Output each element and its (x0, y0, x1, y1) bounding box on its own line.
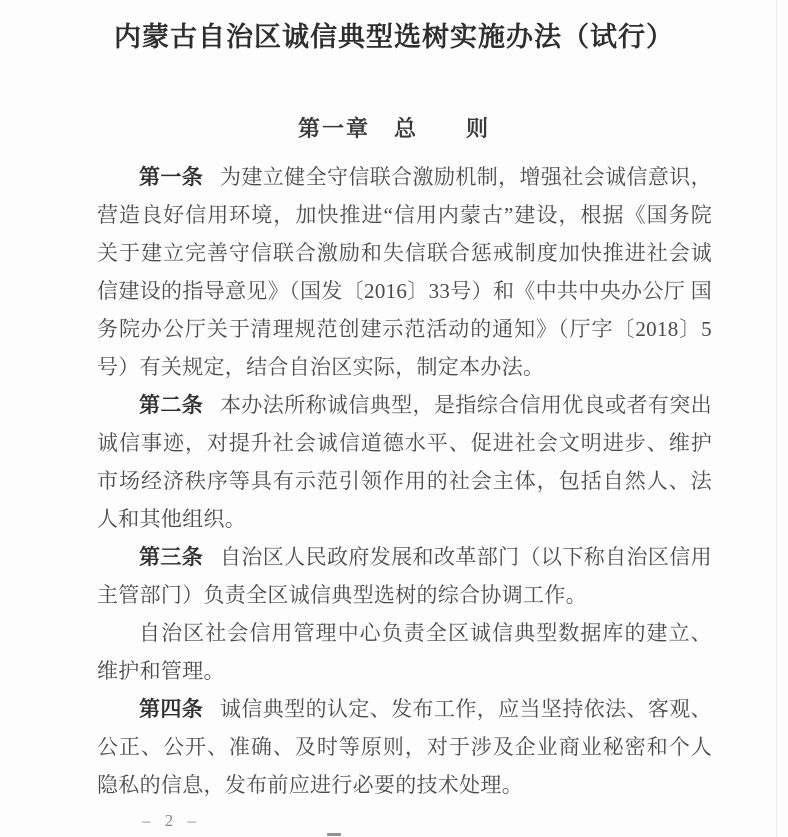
paragraph-article-1 (97, 158, 712, 386)
article-3-text: 自治区人民政府发展和改革部门（以下称自治区信用主管部门）负责全区诚信典型选树的综合协调工作。 (97, 545, 712, 607)
article-2-number: 第二条 (139, 393, 204, 417)
paragraph-article-4 (97, 690, 712, 804)
scan-artifact-smudge (327, 833, 341, 836)
chapter-heading: 第一章 总 则 (297, 116, 490, 141)
paragraph-article-2 (97, 386, 712, 538)
document-body (97, 158, 712, 804)
article-4-number: 第四条 (139, 697, 204, 721)
article-1-number: 第一条 (139, 165, 204, 189)
scan-edge-line (776, 0, 777, 837)
article-2-text: 本办法所称诚信典型，是指综合信用优良或者有突出诚信事迹，对提升社会诚信道德水平、促进社会文明进步、维护市场经济秩序等具有示范引领作用的社会主体，包括自然人、法人和其他组织。 (97, 393, 712, 531)
article-1-text: 为建立健全守信联合激励机制，增强社会诚信意识，营造良好信用环境，加快推进“信用内蒙古”建设，根据《国务院关于建立完善守信联合激励和失信联合惩戒制度加快推进社会诚信建设的指导意见》（国发〔2016〕33号）和《中共中央办公厅 国务院办公厅关于清理规范创建示范活动的通知》（厅字〔2018〕5号）有关规定，结合自治区实际，制定本办法。 (97, 165, 712, 379)
page-number: – 2 – (142, 811, 201, 830)
article-3-number: 第三条 (139, 545, 204, 569)
article-4-text: 诚信典型的认定、发布工作，应当坚持依法、客观、公正、公开、准确、及时等原则，对于涉及企业商业秘密和个人隐私的信息，发布前应进行必要的技术处理。 (97, 697, 712, 797)
paragraph-article-3 (97, 538, 712, 614)
credit-center-text: 自治区社会信用管理中心负责全区诚信典型数据库的建立、维护和管理。 (97, 621, 712, 683)
document-title: 内蒙古自治区诚信典型选树实施办法（试行） (114, 22, 674, 52)
paragraph-credit-center (97, 614, 712, 690)
